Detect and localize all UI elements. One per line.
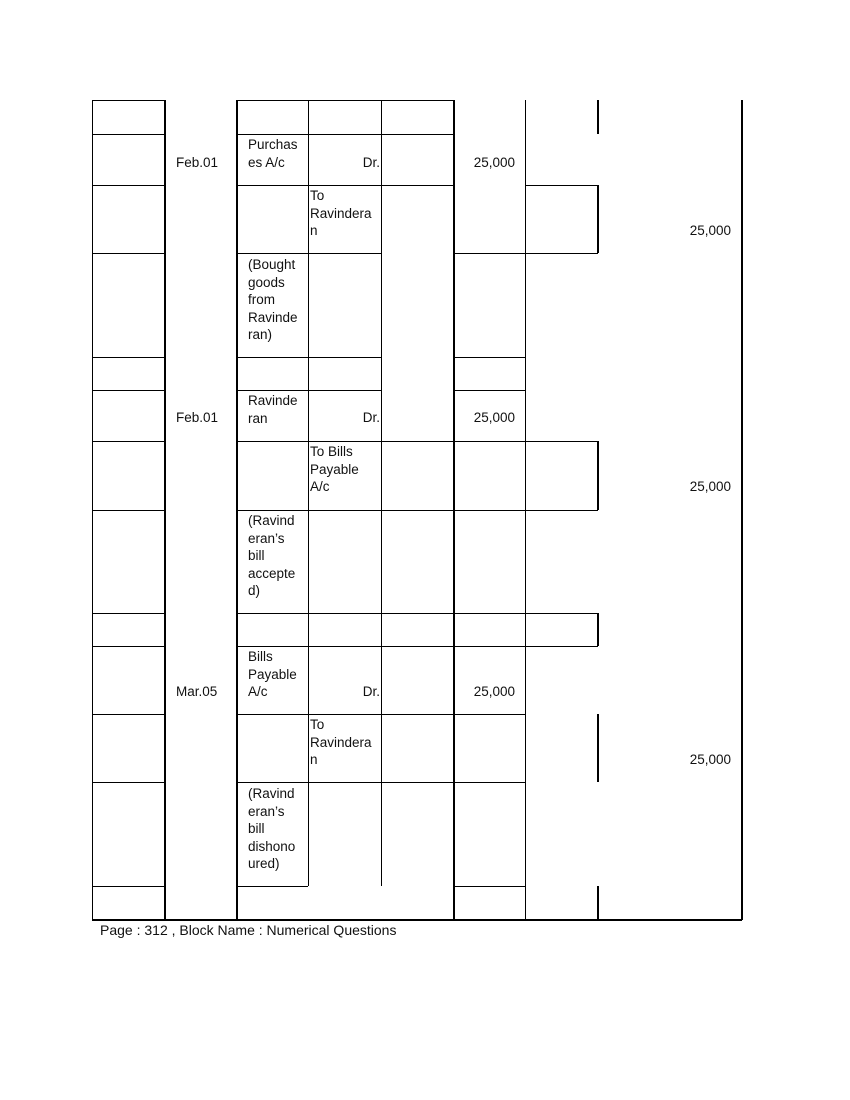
table-rule-v [236,100,238,920]
table-rule-h [92,782,164,783]
table-rule-h [92,390,164,391]
table-rule-h [92,185,164,186]
table-rule-h [92,100,164,101]
credit-account: To Ravindera n [310,717,372,767]
table-rule-h [236,782,454,783]
table-rule-v [597,613,599,646]
credit-amount: 25,000 [689,223,731,238]
table-rule-h [92,646,164,647]
table-rule-v [597,185,599,253]
table-rule-h [453,253,526,254]
table-rule-h [92,714,164,715]
credit-account: To Bills Payable A/c [310,444,359,494]
table-rule-h [526,510,598,511]
table-rule-h [236,510,454,511]
table-rule-h [92,613,164,614]
table-rule-v [597,886,599,920]
table-rule-h [453,886,526,887]
table-rule-h [92,441,164,442]
table-rule-h [236,100,453,101]
table-rule-v [525,100,526,920]
table-rule-v [92,100,93,920]
dr-mark: Dr. [362,155,380,170]
table-rule-v [597,100,599,134]
table-rule-h [453,510,526,511]
table-rule-h [526,613,598,614]
table-rule-h [236,886,308,887]
table-rule-h [236,134,453,135]
table-rule-h [453,782,526,783]
table-rule-h [236,613,454,614]
table-rule-h [526,441,598,442]
debit-account: Ravinde ran [248,393,298,426]
entry-date: Feb.01 [176,155,219,170]
debit-amount: 25,000 [473,410,515,425]
table-rule-h [236,185,454,186]
table-rule-h [92,134,164,135]
table-rule-h [236,441,454,442]
table-rule-v [597,714,599,782]
entry-date: Feb.01 [176,410,219,425]
credit-amount: 25,000 [689,479,731,494]
table-rule-h [526,253,598,254]
dr-mark: Dr. [362,410,380,425]
table-rule-h [453,357,526,358]
entry-date: Mar.05 [176,684,218,699]
table-rule-h [453,714,526,715]
table-rule-v [453,100,455,920]
table-rule-h [92,357,164,358]
table-rule-h [236,714,454,715]
table-rule-h [526,185,598,186]
table-rule-v [597,441,599,510]
page-footer: Page : 312 , Block Name : Numerical Questions [100,922,397,938]
dr-mark: Dr. [362,684,380,699]
narration: (Ravind eran’s bill dishono ured) [248,786,296,871]
table-rule-h [453,441,526,442]
table-rule-v [164,100,166,920]
table-rule-h [92,253,164,254]
table-rule-h [526,646,598,647]
credit-amount: 25,000 [689,752,731,767]
debit-account: Purchas es A/c [248,137,298,170]
debit-amount: 25,000 [473,155,515,170]
table-rule-h [453,613,526,614]
table-rule-v [741,100,743,920]
table-rule-h [92,886,164,887]
narration: (Ravind eran’s bill accepte d) [248,513,296,598]
table-rule-h [453,646,526,647]
table-rule-h [92,510,164,511]
debit-amount: 25,000 [473,684,515,699]
table-rule-h [236,646,454,647]
narration: (Bought goods from Ravinde ran) [248,257,298,342]
credit-account: To Ravindera n [310,188,372,238]
debit-account: Bills Payable A/c [248,649,297,699]
table-rule-v [308,100,309,886]
table-rule-h [453,390,526,391]
